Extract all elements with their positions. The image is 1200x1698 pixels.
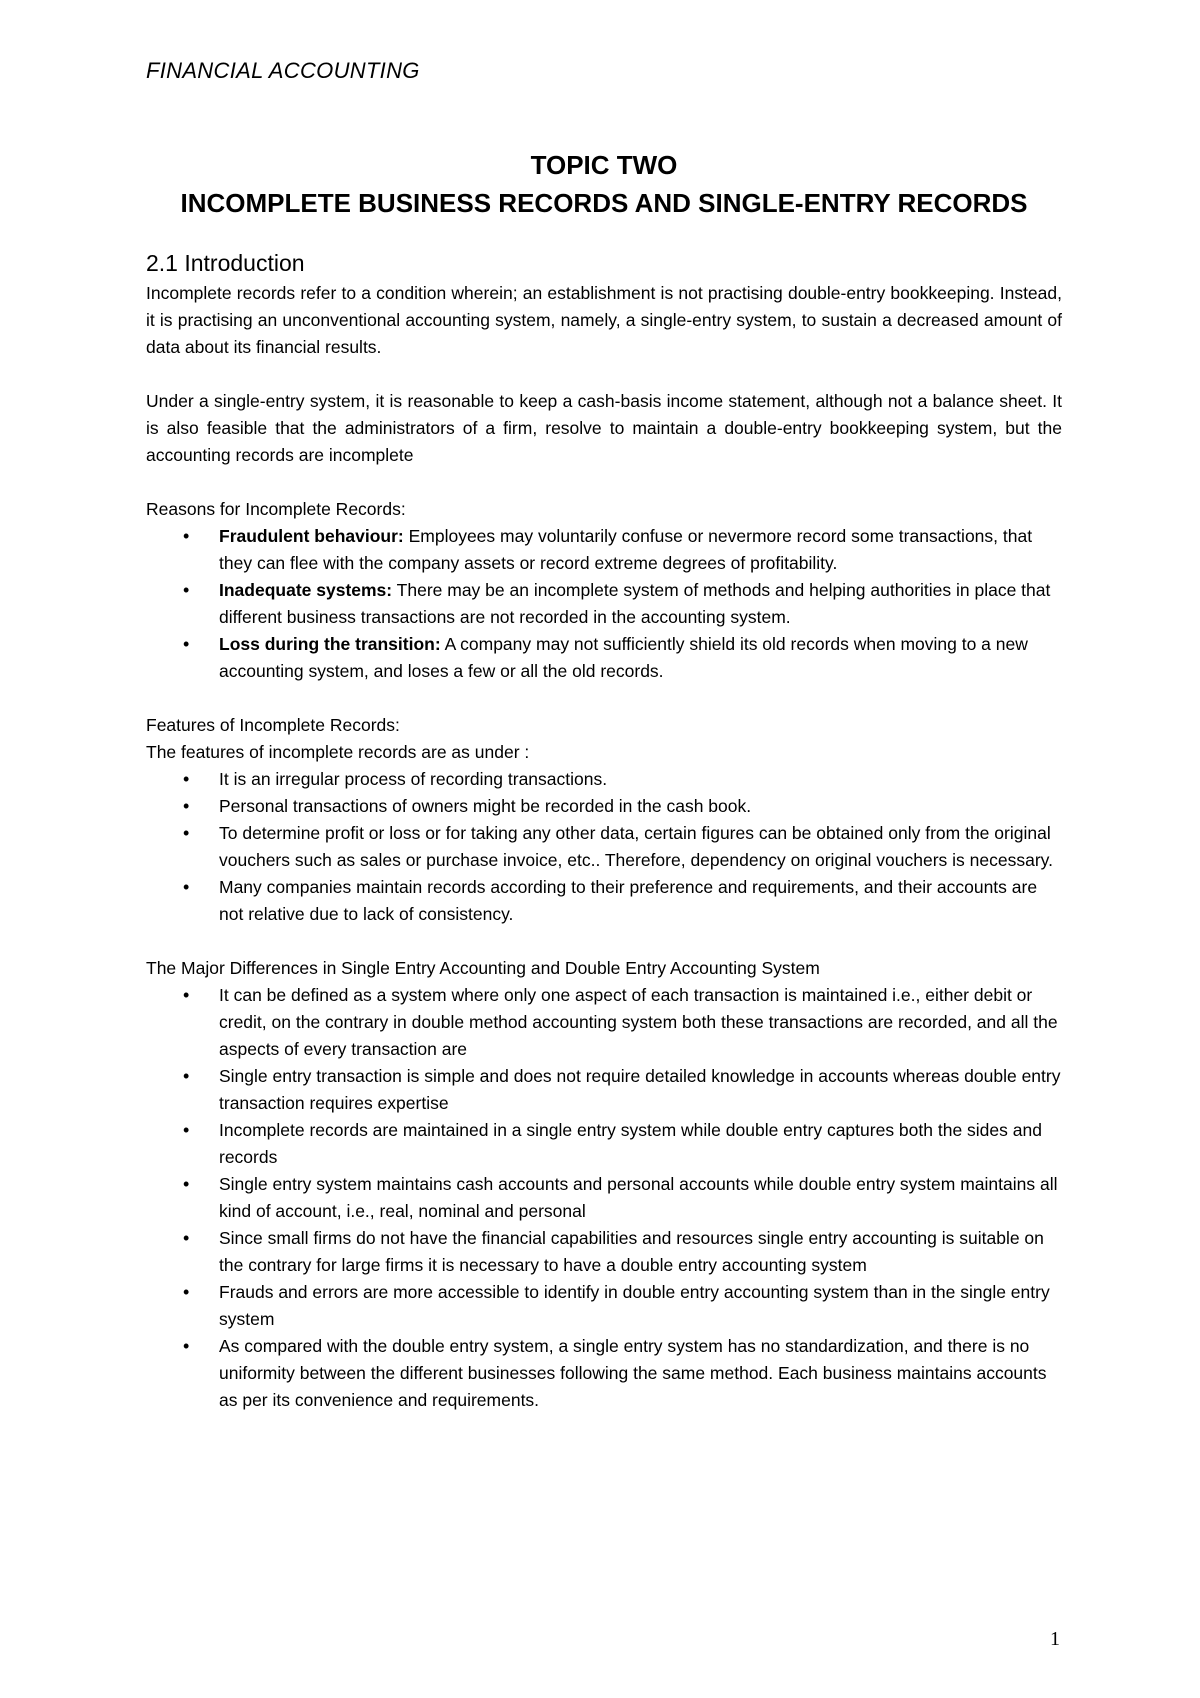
list-item: • Since small firms do not have the financial capabilities and resources single entry accounting is suitable on the contrary for large firms it is necessary to have a double entry accounting system [219, 1225, 1062, 1279]
list-item: • Incomplete records are maintained in a single entry system while double entry captures both the sides and records [219, 1117, 1062, 1171]
running-header: FINANCIAL ACCOUNTING [146, 58, 420, 83]
list-item: • To determine profit or loss or for taking any other data, certain figures can be obtained only from the original vouchers such as sales or purchase invoice, etc.. Therefore, dependency on original vouchers is necessary. [219, 820, 1062, 874]
list-item: • Personal transactions of owners might be recorded in the cash book. [219, 793, 1062, 820]
intro-paragraph-2: Under a single-entry system, it is reasonable to keep a cash-basis income statement, although not a balance sheet. It is also feasible that the administrators of a firm, resolve to maintain a double-entry bookkeeping system, but the accounting records are incomplete [146, 391, 1062, 465]
body-content [146, 246, 1062, 1414]
list-item: • Many companies maintain records according to their preference and requirements, and their accounts are not relative due to lack of consistency. [219, 874, 1062, 928]
list-item: • Frauds and errors are more accessible to identify in double entry accounting system than in the single entry system [219, 1279, 1062, 1333]
reason-text: A company may not sufficiently shield its old records when moving to a new accounting system, and loses a few or all the old records. [219, 634, 1028, 681]
list-item: • Single entry transaction is simple and does not require detailed knowledge in accounts whereas double entry transaction requires expertise [219, 1063, 1062, 1117]
list-item: • As compared with the double entry system, a single entry system has no standardization, and there is no uniformity between the different businesses following the same method. Each business maintains accounts as per its convenience and requirements. [219, 1333, 1062, 1414]
features-intro: The features of incomplete records are as under : [146, 742, 530, 762]
reason-text: There may be an incomplete system of methods and helping authorities in place that different business transactions are not recorded in the accounting system. [219, 580, 1051, 627]
differences-list [146, 982, 1062, 1414]
reason-text: Employees may voluntarily confuse or nevermore record some transactions, that they can flee with the company assets or record extreme degrees of profitability. [219, 526, 1033, 573]
list-item [219, 577, 1062, 631]
list-item [219, 631, 1062, 685]
reasons-list [146, 523, 1062, 685]
features-heading: Features of Incomplete Records: [146, 715, 400, 735]
list-item: • Single entry system maintains cash accounts and personal accounts while double entry system maintains all kind of account, i.e., real, nominal and personal [219, 1171, 1062, 1225]
reason-term: Fraudulent behaviour: [219, 526, 404, 546]
page-number: 1 [1050, 1628, 1060, 1650]
reason-term: Inadequate systems: [219, 580, 393, 600]
intro-paragraph-1: Incomplete records refer to a condition wherein; an establishment is not practising double-entry bookkeeping. Instead, it is practising an unconventional accounting system, namely, a single-entry system, to sustain a decreased amount of data about its financial results. [146, 283, 1062, 357]
list-item [219, 523, 1062, 577]
differences-heading: The Major Differences in Single Entry Accounting and Double Entry Accounting System [146, 958, 820, 978]
features-list [146, 766, 1062, 928]
topic-heading: INCOMPLETE BUSINESS RECORDS AND SINGLE-ENTRY RECORDS [180, 188, 1028, 218]
section-heading-introduction: 2.1 Introduction [146, 250, 305, 276]
topic-title [146, 146, 1062, 222]
list-item: • It can be defined as a system where only one aspect of each transaction is maintained i.e., either debit or credit, on the contrary in double method accounting system both these transactions are recorded, and all the aspects of every transaction are [219, 982, 1062, 1063]
reasons-heading: Reasons for Incomplete Records: [146, 499, 406, 519]
reason-term: Loss during the transition: [219, 634, 441, 654]
topic-number: TOPIC TWO [530, 150, 678, 180]
list-item: • It is an irregular process of recording transactions. [219, 766, 1062, 793]
